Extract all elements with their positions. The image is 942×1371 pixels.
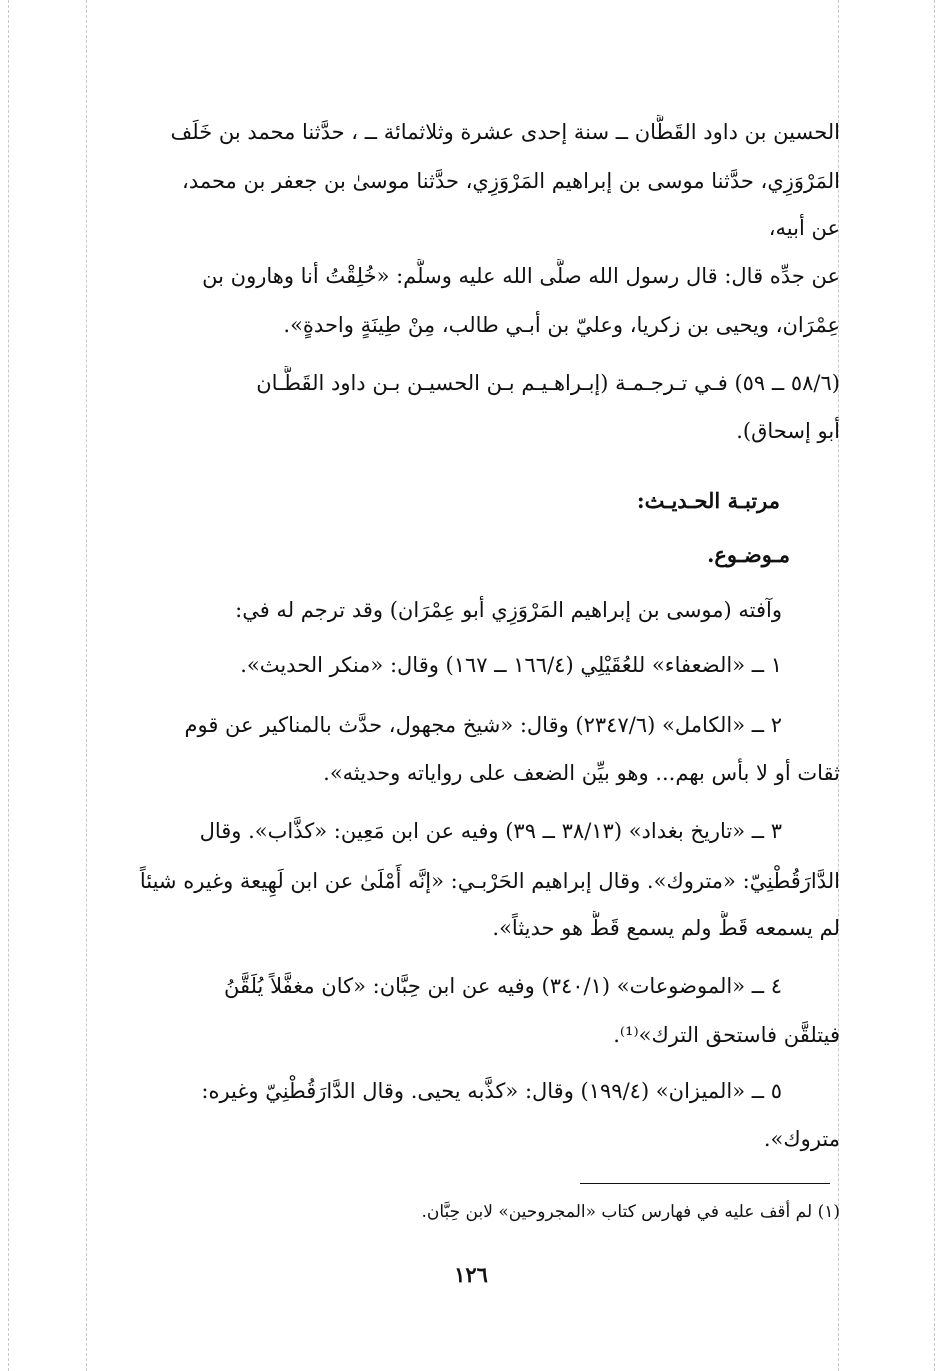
footnote: (١) لم أقف عليه في فهارس كتاب «المجروحين» لابن حِبَّان. xyxy=(421,1202,840,1222)
list-item-continuation: فيتلقَّن فاستحق الترك»⁽¹⁾. xyxy=(613,1023,840,1047)
hadith-text-line: عِمْرَان، ويحيى بن زكريا، وعليّ بن أبـي طالب، مِنْ طِينَةٍ واحدةٍ». xyxy=(283,313,840,337)
page-number: ١٢٦ xyxy=(454,1262,488,1287)
list-item-continuation: ثقات أو لا بأس بهم... وهو بيِّن الضعف على رواياته وحديثه». xyxy=(323,761,840,785)
margin-guide-right-outer xyxy=(934,0,935,1371)
list-item: ٤ ــ «الموضوعات» (٣٤٠/١) وفيه عن ابن حِبَّان: «كان مغفَّلاً يُلَقَّنُ xyxy=(223,974,782,998)
margin-guide-left-inner xyxy=(86,0,87,1371)
margin-guide-left-outer xyxy=(8,0,9,1371)
margin-guide-right-inner xyxy=(838,0,839,1371)
verdict-text: مـوضـوع. xyxy=(707,542,790,567)
list-item: ٣ ــ «تاريخ بغداد» (٣٨/١٣ ــ ٣٩) وفيه عن ابن مَعِين: «كذَّاب». وقال xyxy=(199,819,782,843)
list-item: ٥ ــ «الميزان» (١٩٩/٤) وقال: «كذَّبه يحيى. وقال الدَّارَقُطْنِيّ وغيره: xyxy=(201,1079,782,1103)
text-line: وآفته (موسى بن إبراهيم المَرْوَزِي أبو عِمْرَان) وقد ترجم له في: xyxy=(235,598,782,622)
hadith-text-line: عن جدِّه قال: قال رسول الله صلَّى الله عليه وسلَّم: «خُلِقْتُ أنا وهارون بن xyxy=(202,264,840,288)
reference-line: (٥٨/٦ ــ ٥٩) فـي تـرجـمـة (إبـراهـيـم بـن الحسيـن بـن داود القَطَّـان xyxy=(256,371,840,395)
list-item-continuation: متروك». xyxy=(763,1127,840,1151)
list-item-continuation: لم يسمعه قَطُّ ولم يسمع قَطُّ هو حديثاً». xyxy=(492,916,840,940)
section-heading: مرتبـة الحـديـث: xyxy=(636,488,780,513)
list-item: ١ ــ «الضعفاء» للعُقَيْلِي (١٦٦/٤ ــ ١٦٧) وقال: «منكر الحديث». xyxy=(240,653,782,677)
text-line: المَرْوَزِي، حدَّثنا موسى بن إبراهيم المَرْوَزِي، حدَّثنا موسىٰ بن جعفر بن محمد، xyxy=(182,169,840,193)
list-item-continuation: الدَّارَقُطْنِيّ: «متروك». وقال إبراهيم الحَرْبـي: «إنَّه أَمْلَىٰ عن ابن لَهِيعة وغيره شيئاً xyxy=(139,869,840,893)
list-item: ٢ ــ «الكامل» (٢٣٤٧/٦) وقال: «شيخ مجهول، حدَّث بالمناكير عن قوم xyxy=(184,713,782,737)
text-line: عن أبيه، xyxy=(768,216,840,240)
reference-line: أبو إسحاق). xyxy=(736,419,840,443)
text-line: الحسين بن داود القَطَّان ــ سنة إحدى عشرة وثلاثمائة ــ ، حدَّثنا محمد بن خَلَف xyxy=(170,120,840,144)
footnote-divider xyxy=(580,1183,830,1184)
